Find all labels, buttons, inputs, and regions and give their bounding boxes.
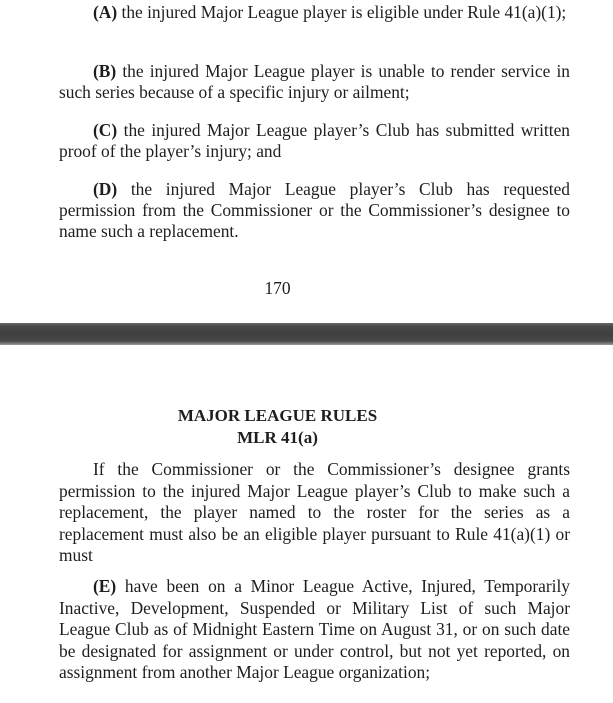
page-divider [0,323,613,345]
item-label: (A) [93,2,118,22]
rule-item-c [59,120,570,162]
intro-text: If the Commissioner or the Commissioner’s designee grants permission to the injured Major League player’s Club to make such a replacement, the player named to the roster for the series as a replacement must also be an eligible player pursuant to Rule 41(a)(1) or must [59,459,570,566]
rule-item-e [59,576,570,684]
rule-item-b [59,61,570,103]
upper-page [0,0,613,323]
rule-item-a [59,2,570,23]
item-text: the injured Major League player’s Club has requested permission from the Commissioner or the Commissioner’s designee to name such a replacement. [59,179,570,241]
page-number: 170 [264,278,291,298]
rule-reference: MLR 41(a) [237,428,318,447]
item-label: (D) [93,179,118,199]
item-text: the injured Major League player is unable to render service in such series because of a specific injury or ailment; [59,61,570,102]
rule-item-d [59,179,570,242]
intro-paragraph [59,459,570,567]
item-label: (E) [93,576,117,596]
item-text: the injured Major League player’s Club has submitted written proof of the player’s injury; and [59,120,570,161]
lower-page [0,345,613,703]
item-text: the injured Major League player is eligible under Rule 41(a)(1); [117,2,567,22]
item-label: (C) [93,120,118,140]
item-label: (B) [93,61,117,81]
item-text: have been on a Minor League Active, Injured, Temporarily Inactive, Development, Suspended or Military List of such Major League Club as of Midnight Eastern Time on August 31, or on such date be designated for assignment or under control, but not yet reported, on assignment from another Major League organization; [59,576,570,683]
section-heading: MAJOR LEAGUE RULES [177,406,378,425]
